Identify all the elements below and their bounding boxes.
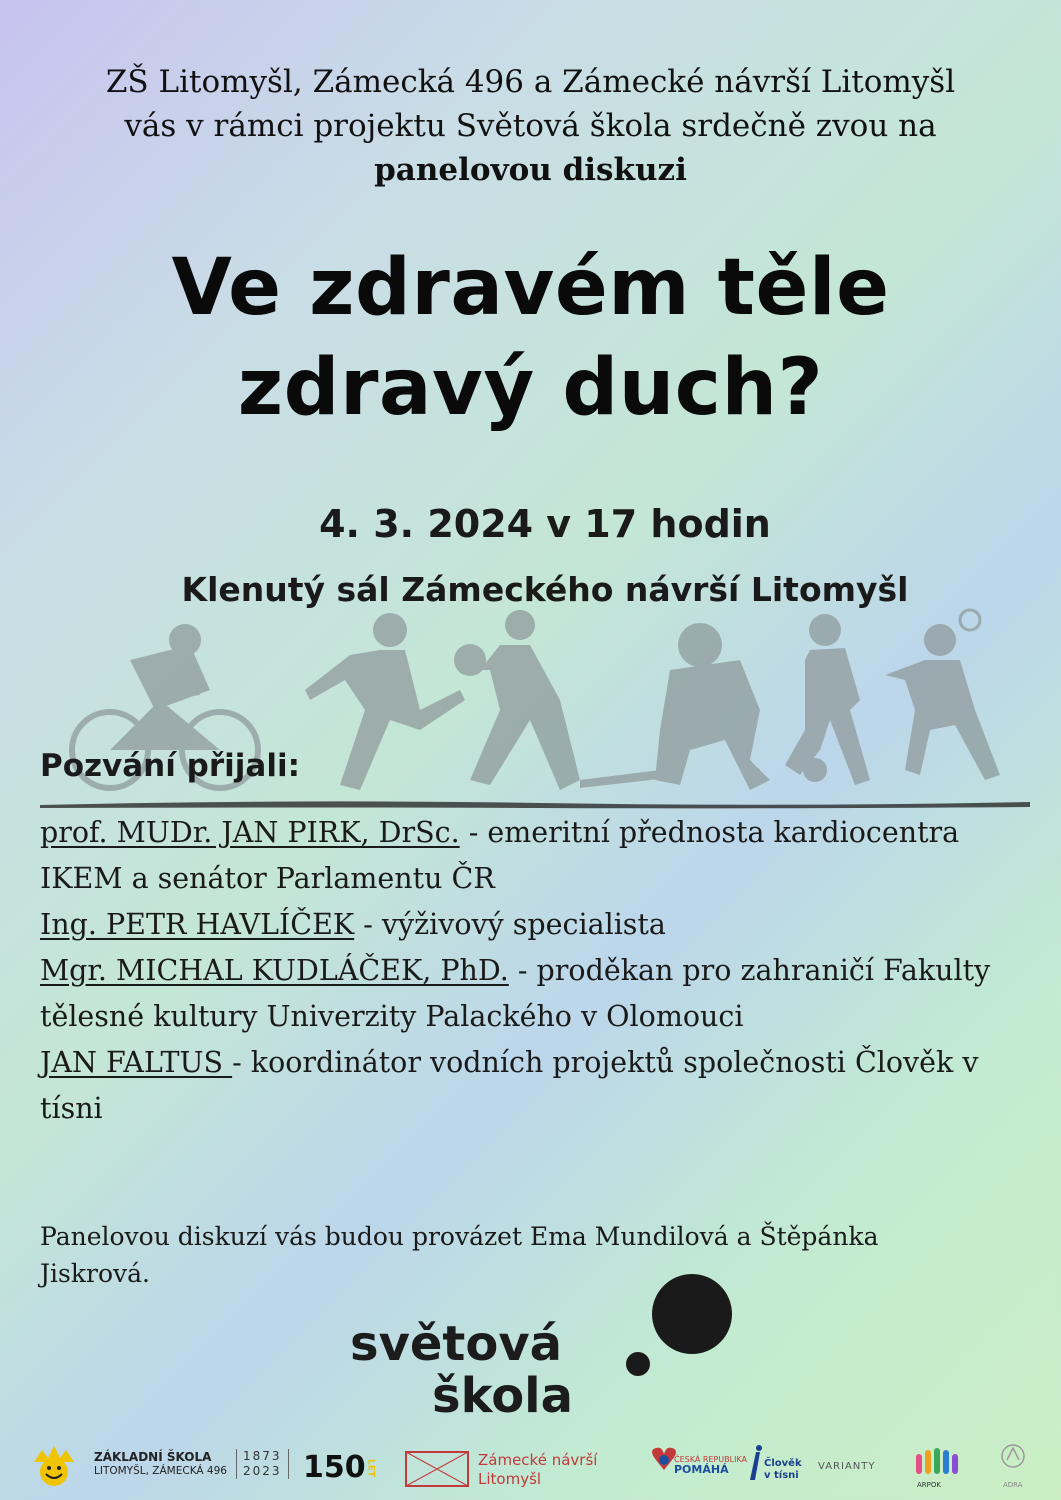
intro-line-2: vás v rámci projektu Světová škola srdečně zvou na — [124, 108, 937, 144]
guest-item — [40, 1040, 1030, 1132]
guest-name: Ing. PETR HAVLÍČEK — [40, 908, 355, 941]
anniversary-badge — [303, 1450, 376, 1485]
logo-dot-large — [652, 1274, 732, 1354]
zamecke-navrsi-text — [478, 1451, 597, 1489]
guest-item — [40, 810, 1030, 902]
svetova-skola-logo — [350, 1318, 573, 1422]
pomaha-main: POMÁHÁ — [674, 1463, 729, 1476]
clovek-v-tisni-text — [764, 1458, 802, 1482]
adra-logo-text: ADRA — [1003, 1481, 1023, 1489]
cr-pomaha-text — [674, 1455, 747, 1476]
zs-name: ZÁKLADNÍ ŠKOLA — [94, 1450, 212, 1464]
zs-logo-text — [94, 1451, 227, 1478]
clovek-line-2: v tísni — [764, 1470, 799, 1481]
intro-line-1: ZŠ Litomyšl, Zámecká 496 a Zámecké návrší Litomyšl — [105, 64, 956, 100]
event-place: Klenutý sál Zámeckého návrší Litomyšl — [181, 570, 909, 609]
brand-line-2: škola — [432, 1368, 574, 1424]
varianty-logo-text: VARIANTY — [818, 1461, 876, 1472]
guest-name: JAN FALTUS — [40, 1046, 233, 1079]
title-line-1: Ve zdravém těle — [171, 243, 890, 333]
moderators-note: Panelovou diskuzí vás budou provázet Ema Mundilová a Štěpánka Jiskrová. — [40, 1222, 879, 1288]
guest-role: - proděkan pro zahraničí Fakulty tělesné kultury Univerzity Palackého v Olomouci — [40, 954, 991, 1033]
zamecke-navrsi-logo-icon — [406, 1452, 468, 1486]
event-datetime: 4. 3. 2024 v 17 hodin — [319, 502, 771, 546]
zn-line-2: Litomyšl — [478, 1470, 542, 1488]
logo-dot-small — [626, 1352, 650, 1376]
guest-item — [40, 902, 1030, 948]
adra-logo-icon — [1002, 1445, 1024, 1467]
clovek-line-1: Člověk — [764, 1458, 802, 1469]
pomaha-top: ČESKÁ REPUBLIKA — [674, 1455, 748, 1464]
anniversary-years — [236, 1449, 289, 1479]
guest-list — [40, 810, 1030, 1132]
year-to: 2023 — [243, 1464, 282, 1478]
intro-text — [0, 60, 1061, 192]
anniversary-unit: LET — [365, 1459, 376, 1478]
arpok-logo-text: ARPOK — [917, 1481, 941, 1489]
cr-pomaha-heart-icon — [652, 1448, 676, 1470]
clovek-v-tisni-icon — [750, 1452, 760, 1480]
guest-role: - výživový specialista — [354, 908, 666, 941]
anniversary-number: 150 — [303, 1450, 366, 1485]
zs-address: LITOMYŠL, ZÁMECKÁ 496 — [94, 1465, 227, 1477]
intro-line-3: panelovou diskuzi — [374, 152, 687, 188]
guest-item — [40, 948, 1030, 1040]
guest-role: - emeritní přednosta kardiocentra IKEM a senátor Parlamentu ČR — [40, 816, 960, 895]
guest-name: Mgr. MICHAL KUDLÁČEK, PhD. — [40, 954, 509, 987]
title-line-2: zdravý duch? — [237, 343, 824, 433]
zn-line-1: Zámecké návrší — [478, 1451, 598, 1469]
accepted-heading: Pozvání přijali: — [40, 748, 300, 784]
guest-role: - koordinátor vodních projektů společnosti Člověk v tísni — [40, 1046, 979, 1125]
event-title — [0, 238, 1061, 438]
arpok-figures-icon — [916, 1448, 958, 1474]
school-crown-icon — [34, 1446, 74, 1486]
guest-name: prof. MUDr. JAN PIRK, DrSc. — [40, 816, 460, 849]
brand-line-1: světová — [350, 1316, 563, 1372]
year-from: 1873 — [243, 1449, 282, 1463]
